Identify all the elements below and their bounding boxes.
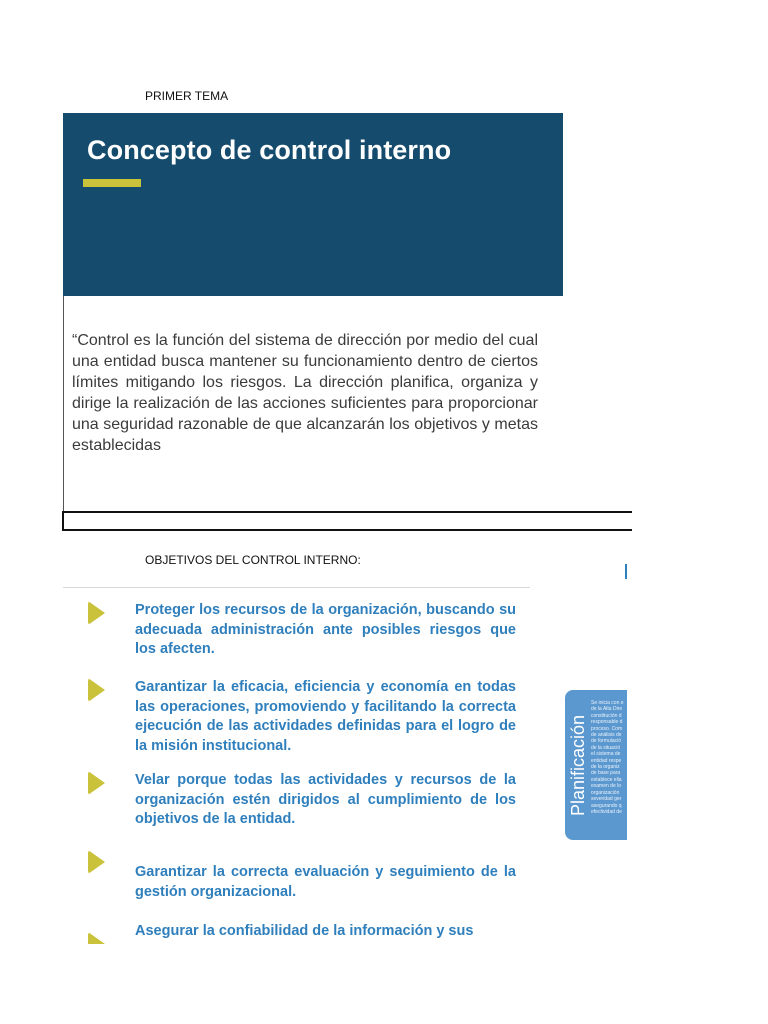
bullet-arrow-icon <box>88 678 105 702</box>
bullet-arrow-icon <box>88 771 105 795</box>
objective-text: Velar porque todas las actividades y recursos de la organización estén dirigidos al cumplimiento de los objetivos de la entidad. <box>135 772 516 827</box>
planificacion-text-line: el sistema de <box>591 751 621 758</box>
banner-title: Concepto de control interno <box>87 135 452 165</box>
banner-accent-bar <box>83 179 141 187</box>
title-banner <box>63 113 563 296</box>
objective-item <box>88 922 518 944</box>
partial-mark <box>625 564 627 579</box>
section-heading-primer-tema: PRIMER TEMA <box>145 89 229 103</box>
bullet-arrow-icon <box>88 932 105 944</box>
planificacion-text-line: de formulació <box>591 738 622 745</box>
planificacion-text-line: establece ella <box>591 776 622 783</box>
planificacion-text-line: severidad ger <box>591 796 622 803</box>
planificacion-text-line: de la situació <box>591 744 621 751</box>
objective-text: Garantizar la correcta evaluación y seguimiento de la gestión organizacional. <box>135 864 516 900</box>
planificacion-text-line: de base para <box>591 770 621 777</box>
planificacion-text-line: Se inicia con e <box>591 700 624 706</box>
planificacion-card <box>565 690 627 840</box>
section-heading-objetivos: OBJETIVOS DEL CONTROL INTERNO: <box>145 553 361 567</box>
planificacion-text-line: asegurando q <box>591 802 622 809</box>
planificacion-label: Planificación <box>568 714 589 816</box>
definition-quote: “Control es la función del sistema de dirección por medio del cual una entidad busca mantener su funcionamiento dentro de ciertos límites mitigando los riesgos. La dirección planifica, organiza y dirige la realización de las acciones suficientes para proporcionar una seguridad razonable de que alcanzarán los objetivos y metas establecidas <box>72 332 538 454</box>
left-divider <box>63 296 64 512</box>
planificacion-text-line: proceso. Com <box>591 725 623 732</box>
planificacion-text-line: efectividad de <box>591 808 622 815</box>
planificacion-text <box>591 700 627 815</box>
planificacion-label-wrap <box>567 694 591 836</box>
bullet-arrow-icon <box>88 850 105 874</box>
planificacion-text-line: organización <box>591 789 620 796</box>
table-border <box>62 511 632 531</box>
planificacion-text-line: examen de lo <box>591 783 622 790</box>
objective-text: Garantizar la eficacia, eficiencia y economía en todas las operaciones, promoviendo y facilitando la correcta ejecución de las actividades definidas para el logro de la misión institucional. <box>135 679 516 754</box>
planificacion-text-line: de la organiz <box>591 764 620 771</box>
planificacion-text-line: constitución d <box>591 712 622 719</box>
objectives-divider <box>63 587 530 588</box>
bullet-arrow-icon <box>88 601 105 625</box>
objective-text: Proteger los recursos de la organización, buscando su adecuada administración ante posibles riesgos que los afecten. <box>135 602 516 657</box>
objective-text: Asegurar la confiabilidad de la información y sus <box>135 923 474 939</box>
planificacion-text-line: de análisis de <box>591 732 622 739</box>
planificacion-text-line: responsable d <box>591 719 623 726</box>
planificacion-text-line: entidad respe <box>591 757 622 764</box>
planificacion-text-line: de la Alta Dire <box>591 706 623 713</box>
